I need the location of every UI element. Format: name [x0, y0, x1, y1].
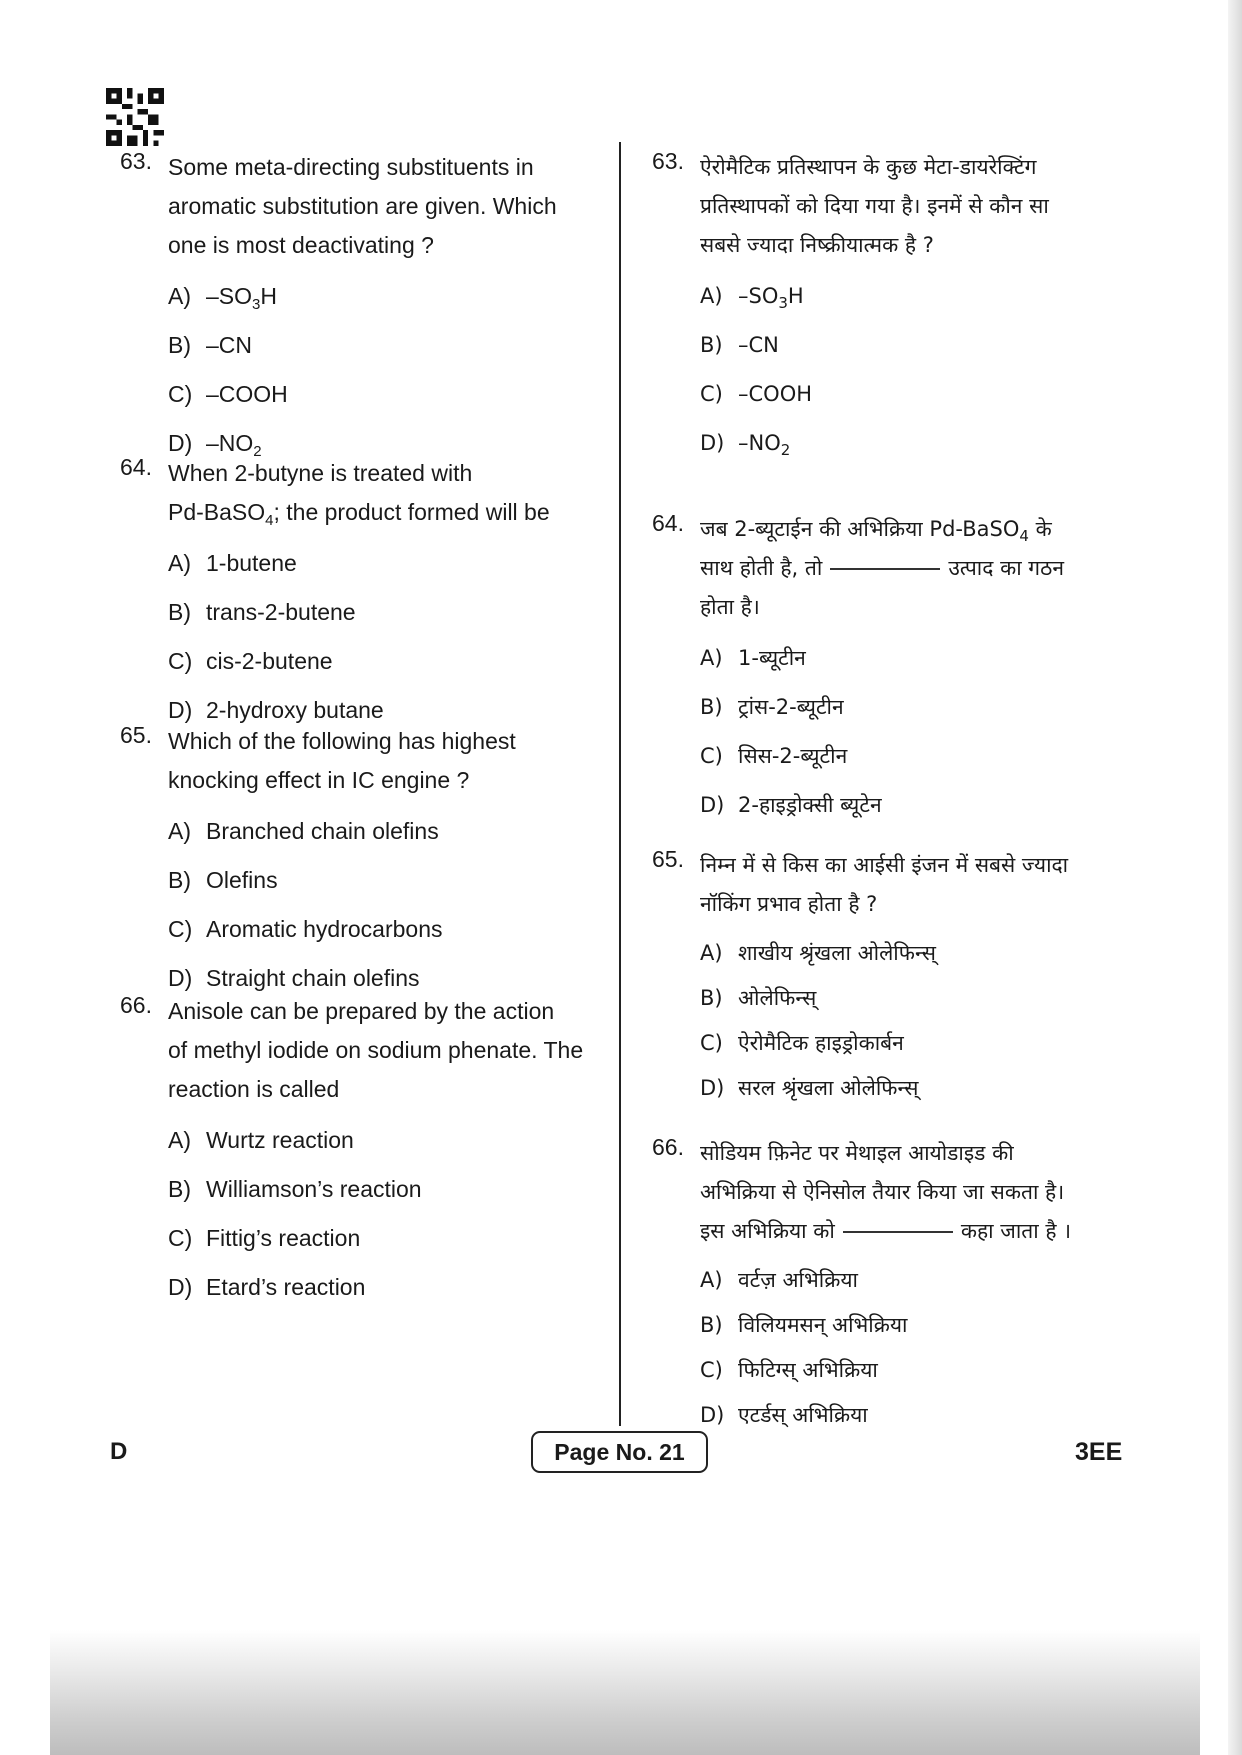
- option-c: C) –COOH: [168, 381, 288, 407]
- option-d: D) Straight chain olefins: [168, 965, 420, 991]
- option-b: B) ट्रांस-2-ब्यूटीन: [700, 695, 844, 719]
- option-a: A) शाखीय श्रृंखला ओलेफिन्स्: [700, 941, 936, 965]
- option-d: D) सरल श्रृंखला ओलेफिन्स्: [700, 1076, 919, 1100]
- option-list: [700, 634, 1122, 830]
- option-d: D) Etard’s reaction: [168, 1274, 366, 1300]
- question-number: 64.: [120, 454, 152, 480]
- option-a: A) वर्टज़ अभिक्रिया: [700, 1268, 858, 1292]
- option-c: C) ऐरोमैटिक हाइड्रोकार्बन: [700, 1031, 904, 1055]
- option-c: C) सिस-2-ब्यूटीन: [700, 744, 848, 768]
- option-a: A) $-SO_3H$: [168, 283, 277, 313]
- question-64-en: [120, 454, 600, 722]
- question-number: 65.: [120, 722, 152, 748]
- option-b: B) trans-2-butene: [168, 599, 356, 625]
- option-a: A) 1-butene: [168, 550, 297, 576]
- option-d: D) $-NO_2$: [700, 431, 791, 459]
- question-65-en: [120, 722, 600, 992]
- question-number: 63.: [652, 148, 684, 174]
- question-66-en: [120, 992, 600, 1312]
- option-list: [700, 1258, 1122, 1438]
- option-list: [168, 1116, 600, 1312]
- qr-code: [106, 88, 164, 146]
- fill-blank: [843, 1231, 953, 1233]
- question-text: When 2-butyne is treated with Pd-BaSO$_4$; the product formed will be: [168, 460, 550, 529]
- paper-code: 3EE: [1075, 1438, 1123, 1466]
- option-c: C) cis-2-butene: [168, 648, 333, 674]
- option-a: A) 1-ब्यूटीन: [700, 646, 806, 670]
- option-b: B) Olefins: [168, 867, 278, 893]
- option-a: A) Wurtz reaction: [168, 1127, 354, 1153]
- hindi-column: [652, 148, 1122, 1438]
- option-c: C) –COOH: [700, 382, 813, 406]
- option-b: B) –CN: [168, 332, 253, 358]
- scan-shadow: [50, 1630, 1200, 1755]
- question-65-hi: [652, 846, 1122, 1134]
- option-c: C) फिटिग्स् अभिक्रिया: [700, 1358, 878, 1382]
- option-d: D) 2-hydroxy butane: [168, 697, 384, 723]
- option-list: [168, 539, 600, 735]
- page-edge: [1228, 0, 1242, 1755]
- question-64-hi: [652, 510, 1122, 846]
- option-d: D) एटर्डस् अभिक्रिया: [700, 1403, 868, 1427]
- question-number: 63.: [120, 148, 152, 174]
- english-column: [120, 148, 600, 1312]
- question-number: 64.: [652, 510, 684, 536]
- question-text: ऐरोमैटिक प्रतिस्थापन के कुछ मेटा-डायरेक्टिंग प्रतिस्थापकों को दिया गया है। इनमें से कौन सा सबसे ज्यादा निष्क्रीयात्मक है ?: [700, 155, 1049, 257]
- question-number: 65.: [652, 846, 684, 872]
- question-63-en: [120, 148, 600, 460]
- question-66-hi: [652, 1134, 1122, 1438]
- option-b: B) Williamson’s reaction: [168, 1176, 422, 1202]
- option-b: B) –CN: [700, 333, 779, 357]
- option-list: [168, 272, 600, 468]
- booklet-series: D: [110, 1438, 128, 1465]
- column-divider: [619, 142, 621, 1426]
- fill-blank: [830, 568, 940, 570]
- question-text: जब 2-ब्यूटाईन की अभिक्रिया Pd-BaSO$_4$ के साथ होती है, तो उत्पाद का गठन होता है।: [700, 517, 1064, 619]
- option-d: D) 2-हाइड्रोक्सी ब्यूटेन: [700, 793, 882, 817]
- question-text: Some meta-directing substituents in aromatic substitution are given. Which one is most deactivating ?: [168, 154, 557, 258]
- option-list: [168, 807, 600, 1003]
- option-a: A) $-SO_3H$: [700, 284, 804, 312]
- question-text: Anisole can be prepared by the action of methyl iodide on sodium phenate. The reaction is called: [168, 998, 584, 1102]
- option-b: B) ओलेफिन्स्: [700, 986, 817, 1010]
- option-list: [700, 272, 1122, 468]
- question-text: Which of the following has highest knocking effect in IC engine ?: [168, 728, 516, 793]
- question-text: निम्न में से किस का आईसी इंजन में सबसे ज्यादा नॉकिंग प्रभाव होता है ?: [700, 853, 1069, 916]
- question-number: 66.: [120, 992, 152, 1018]
- option-c: C) Fittig’s reaction: [168, 1225, 361, 1251]
- option-b: B) विलियमसन् अभिक्रिया: [700, 1313, 908, 1337]
- option-d: D) $-NO_2$: [168, 430, 262, 460]
- option-a: A) Branched chain olefins: [168, 818, 439, 844]
- question-63-hi: [652, 148, 1122, 510]
- page-number: Page No. 21: [531, 1431, 708, 1473]
- question-number: 66.: [652, 1134, 684, 1160]
- option-list: [700, 931, 1122, 1111]
- question-text: सोडियम फ़िनेट पर मेथाइल आयोडाइड की अभिक्रिया से ऐनिसोल तैयार किया जा सकता है। इस अभिक्रिया को कहा जाता है ।: [700, 1141, 1072, 1243]
- option-c: C) Aromatic hydrocarbons: [168, 916, 443, 942]
